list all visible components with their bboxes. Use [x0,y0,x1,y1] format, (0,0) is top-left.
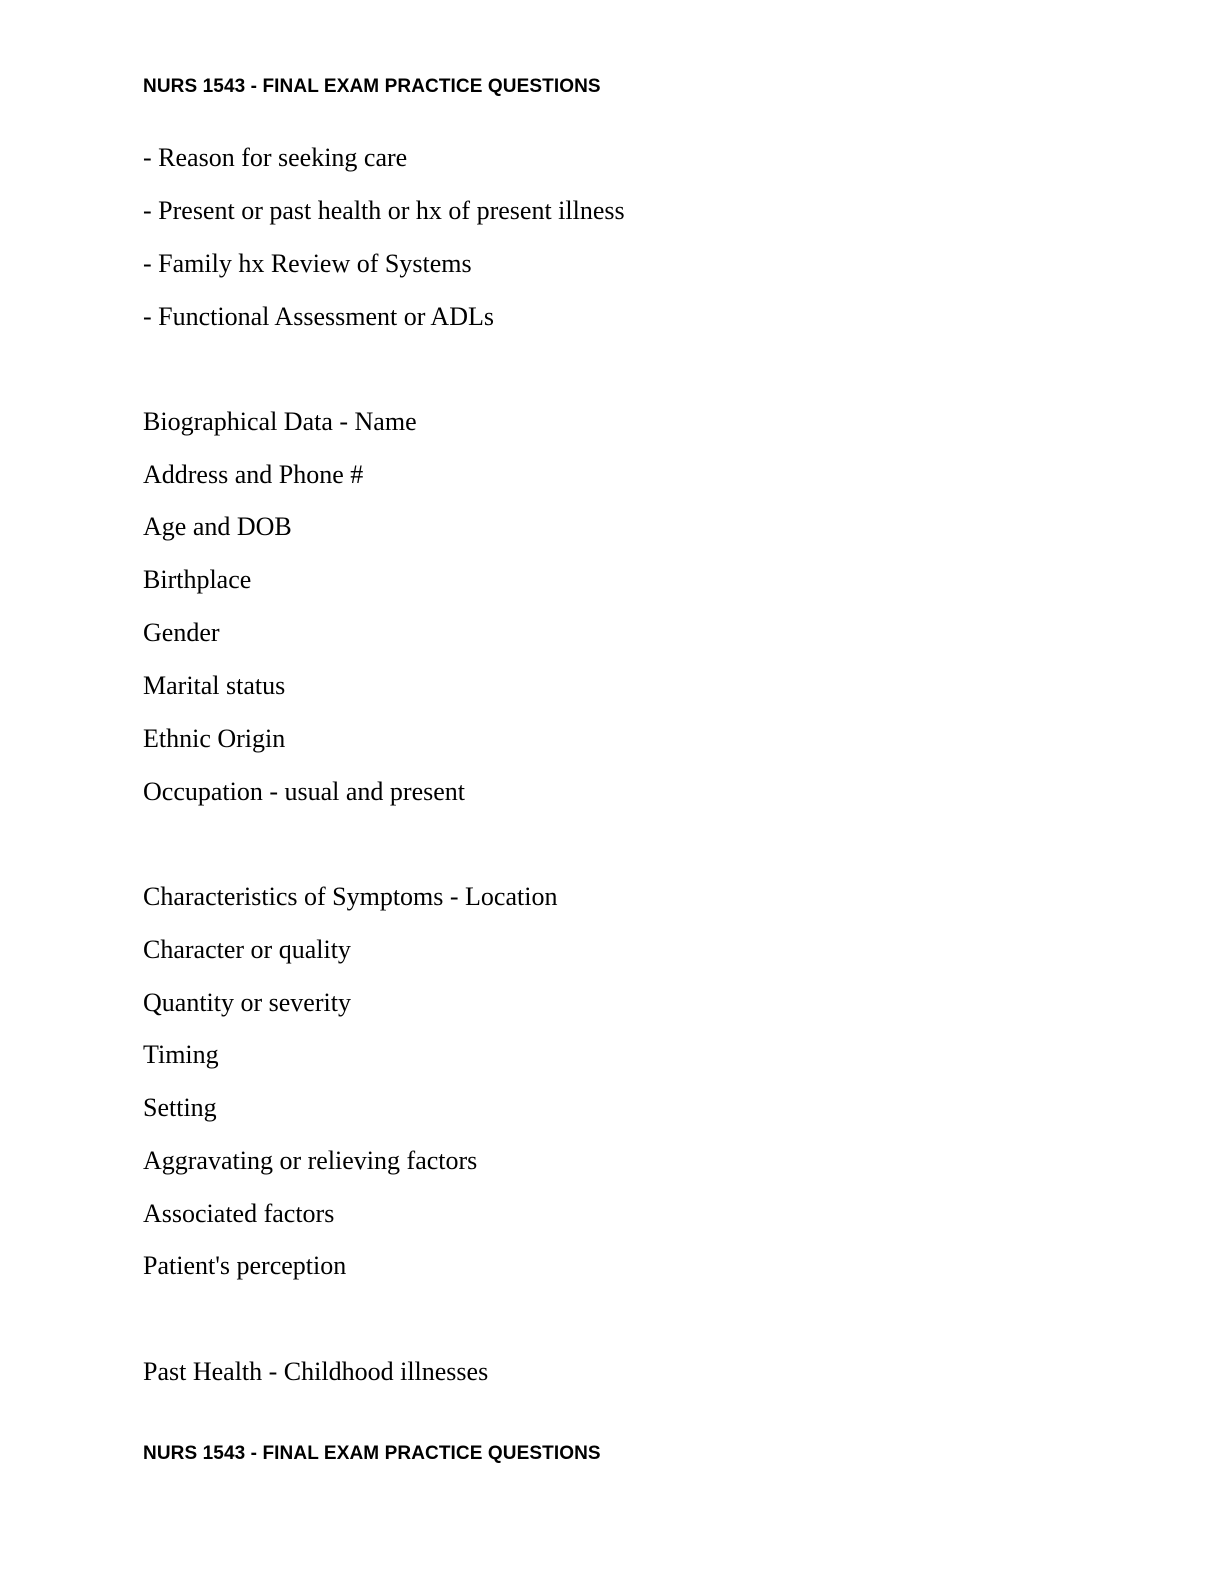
list-item: Setting [143,1093,217,1122]
list-item: Timing [143,1040,219,1069]
list-item: Gender [143,618,220,647]
list-item: - Family hx Review of Systems [143,249,472,278]
section-heading-line: Past Health - Childhood illnesses [143,1357,489,1386]
list-item: Quantity or severity [143,988,351,1017]
list-item: Character or quality [143,935,351,964]
list-item: Associated factors [143,1199,335,1228]
list-item: Birthplace [143,565,252,594]
list-item: - Reason for seeking care [143,143,408,172]
page-header: NURS 1543 - FINAL EXAM PRACTICE QUESTIONS [143,76,601,97]
list-item: Aggravating or relieving factors [143,1146,478,1175]
list-item: Marital status [143,671,286,700]
page-header: NURS 1543 - FINAL EXAM PRACTICE QUESTIONS [143,1443,601,1464]
list-item: Patient's perception [143,1251,347,1280]
list-item: - Present or past health or hx of present illness [143,196,625,225]
list-item: Occupation - usual and present [143,777,466,806]
list-item: Age and DOB [143,512,292,541]
list-item: Address and Phone # [143,460,364,489]
section-heading-line: Biographical Data - Name [143,407,417,436]
list-item: Ethnic Origin [143,724,286,753]
section-heading-line: Characteristics of Symptoms - Location [143,882,558,911]
list-item: - Functional Assessment or ADLs [143,302,494,331]
